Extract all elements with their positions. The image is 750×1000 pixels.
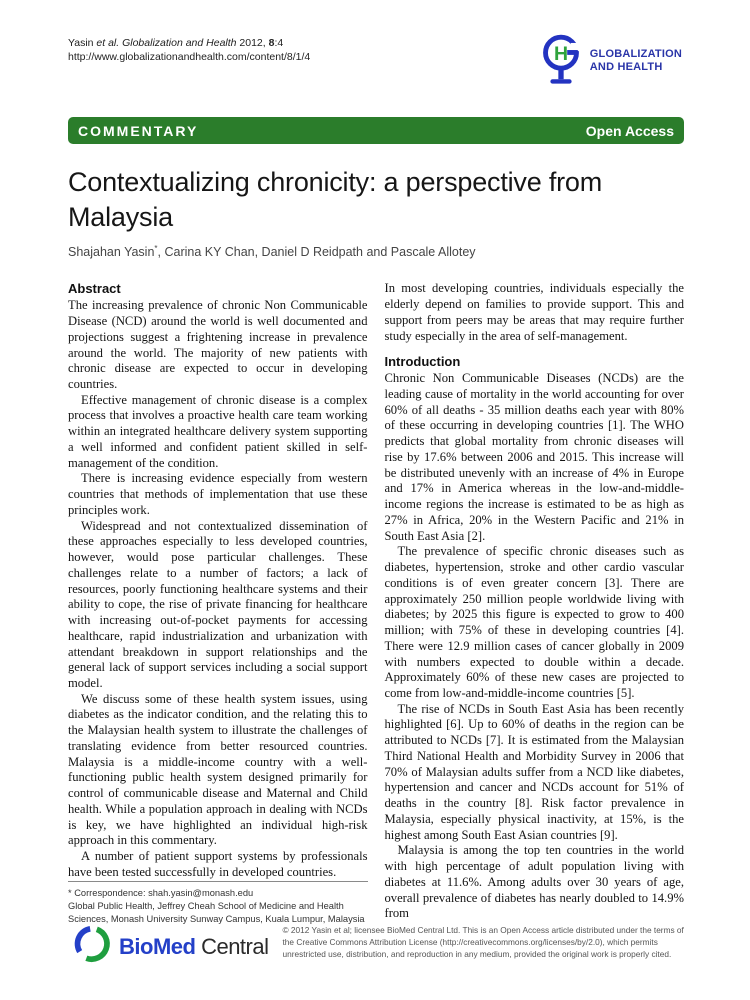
correspondence-asterisk: * xyxy=(154,244,158,254)
introduction-paragraph: The prevalence of specific chronic diseases such as diabetes, hypertension, stroke and other cardio vascular conditions is of even greater concern [3]. There are approximately 250 million people worldwide living with diabetes; by 2025 this figure is expected to grow to 400 million; with 75% of these in developing countries [4]. There were 12.9 million cases of cancer globally in 2009 with numbers expected to double within a decade. Approximately 60% of these new cases are projected to come from low-and-middle-income countries [5]. xyxy=(384,544,684,700)
biomed-central-wordmark: BioMed Central xyxy=(119,933,269,959)
correspondence-footnote xyxy=(68,881,368,926)
left-column xyxy=(68,281,368,924)
abstract-paragraph: A number of patient support systems by professionals have been tested successfully in developed countries. xyxy=(68,849,368,879)
abstract-paragraph: We discuss some of these health system issues, using diabetes as the indicator condition, and the relating this to the Malaysian health system to illustrate the challenges of translating evidence from better resourced countries. Malaysia is a middle-income country with a well-functioning public health system designed primarily for control of communicable disease and Maternal and Child health. While a population approach in dealing with NCDs is key, we have highlighted an individual high-risk approach in this commentary. xyxy=(68,691,368,848)
open-access-label: Open Access xyxy=(585,122,674,139)
affiliation-line: Global Public Health, Jeffrey Cheah School of Medicine and Health Sciences, Monash University Sunway Campus, Kuala Lumpur, Malaysia xyxy=(68,900,365,924)
citation-block xyxy=(68,36,310,64)
article-body xyxy=(68,281,684,924)
author-list: Shajahan Yasin*, Carina KY Chan, Daniel D Reidpath and Pascale Allotey xyxy=(68,244,476,260)
page-header xyxy=(68,36,684,91)
abstract-paragraph: The increasing prevalence of chronic Non Communicable Disease (NCD) around the world is well documented and projections suggest a frightening increase in prevalence around the world. The majority of new patients with chronic disease are expected to occur in developing countries. xyxy=(68,298,368,392)
introduction-paragraph: The rise of NCDs in South East Asia has been recently highlighted [6]. Up to 60% of deaths in the region can be attributed to NCDs [7]. It is estimated from the Malaysian Third National Health and Morbidity Survey in 2006 that 70% of Malaysian adults suffer from a NCD like diabetes, hypertension and cancer and NCDs account for 51% of deaths in the country [8]. Risk factor prevalence in Malaysia, especially physical inactivity, at 15%, is the highest among South East Asian countries [9]. xyxy=(384,701,684,842)
right-column xyxy=(384,281,685,921)
license-text: © 2012 Yasin et al; licensee BioMed Central Ltd. This is an Open Access article distributed under the terms of the Creative Commons Attribution License (http://creativecommons.org/licenses/by/2.0), which permits unrestricted use, distribution, and reproduction in any medium, provided the original work is properly cited. xyxy=(282,925,684,960)
introduction-paragraph: Malaysia is among the top ten countries in the world with high percentage of adult population living with diabetes at 11.6%. Among adults over 30 years of age, overall prevalence of diabetes has nearly doubled to 14.9% from xyxy=(384,843,684,921)
article-type-banner xyxy=(68,117,684,144)
journal-logo xyxy=(538,30,682,91)
biomed-central-circle-icon xyxy=(74,925,112,968)
journal-name: GLOBALIZATION AND HEALTH xyxy=(589,48,682,73)
abstract-continuation-paragraph: In most developing countries, individuals especially the elderly depend on families to provide support. This and support from peers may be areas that may require further study especially in the area of self-management. xyxy=(384,281,684,343)
globalization-health-globe-icon xyxy=(538,30,584,91)
publisher-footer xyxy=(68,923,684,968)
abstract-paragraph: Effective management of chronic disease is a complex process that involves a proactive health care team working within an integrated healthcare delivery system supporting a well informed and confident patient skilled in self-management of the condition. xyxy=(68,392,368,470)
svg-text:H: H xyxy=(553,42,568,65)
introduction-paragraph: Chronic Non Communicable Diseases (NCDs) are the leading cause of mortality in the world accounting for over 60% of all deaths - 35 million deaths each year with 80% of these occurring in developing countries [1]. The WHO predicts that global mortality from chronic diseases will rise by 17.6% between 2006 and 2015. This increase will be distributed unevenly with an increase of 4% in Europe and 17% in America whereas in the low-and-middle-income regions the increase is estimated to be as high as 27% in Africa, 20% in the Western Pacific and 21% in South East Asia [2]. xyxy=(384,371,684,543)
abstract-paragraph: There is increasing evidence especially from western countries that methods of implementation that use these principles work. xyxy=(68,471,368,517)
abstract-paragraph: Widespread and not contextualized dissemination of these approaches especially to less developed countries, however, would pose particular challenges. These challenges relate to a number of factors; a lack of resources, poorly functioning healthcare systems and their ability to cope, the rise of private financing for healthcare with increasing out-of-pocket payments for accessing healthcare, rapid industrialization and urbanization with attendant breakdown in support relationships and the general lack of support services including a social support model. xyxy=(68,518,368,690)
citation-line: Yasin et al. Globalization and Health 2012, 8:4 xyxy=(68,37,284,49)
abstract-heading: Abstract xyxy=(68,281,121,297)
correspondence-email-line[interactable]: * Correspondence: shah.yasin@monash.edu xyxy=(68,887,254,898)
article-type-label: COMMENTARY xyxy=(78,122,199,139)
article-title: Contextualizing chronicity: a perspective from Malaysia xyxy=(68,167,603,233)
biomed-central-logo xyxy=(68,925,269,968)
introduction-heading: Introduction xyxy=(384,354,461,370)
article-url-link[interactable]: http://www.globalizationandhealth.com/content/8/1/4 xyxy=(68,51,311,64)
